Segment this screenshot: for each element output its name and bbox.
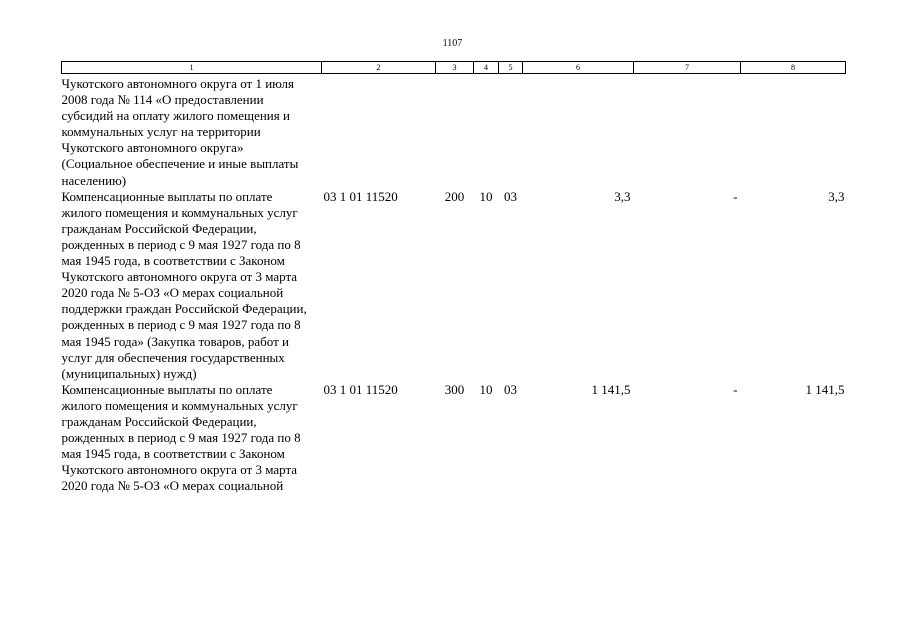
row-subsection: [499, 74, 523, 189]
row-description: Компенсационные выплаты по оплате жилого помещения и коммунальных услуг гражданам Российской Федерации, рожденных в период с 9 мая 1927 года по 8 мая 1945 года, в соответствии с Законом Чукотского автономного округа от 3 марта 2020 года № 5-ОЗ «О мерах социальной: [61, 381, 301, 494]
column-header-3: 3: [436, 62, 474, 74]
column-header-7: 7: [634, 62, 741, 74]
table-header-row: [62, 62, 846, 74]
column-header-6: 6: [523, 62, 634, 74]
table-row: [62, 382, 846, 495]
row-subsection: 03: [504, 188, 517, 204]
row-amount-col7: [634, 74, 741, 189]
page-number: 1107: [442, 38, 463, 49]
table-row: [62, 74, 846, 189]
row-amount-col6: 3,3: [614, 188, 631, 204]
row-amount-col6: 1 141,5: [591, 381, 631, 397]
table-row: [62, 189, 846, 382]
row-expense-type: [436, 74, 474, 189]
row-target-code: 03 1 01 11520: [323, 381, 398, 397]
row-amount-col8: 1 141,5: [805, 381, 845, 397]
row-description: Компенсационные выплаты по оплате жилого помещения и коммунальных услуг гражданам Российской Федерации, рожденных в период с 9 мая 1927 года по 8 мая 1945 года, в соответствии с Законом Чукотского автономного округа от 3 марта 2020 года № 5-ОЗ «О мерах социальной поддержки граждан Российской Федерации, рожденных в период с 9 мая 1927 года по 8 мая 1945 года» (Закупка товаров, работ и услуг для обеспечения государственных (муниципальных) нужд): [61, 188, 307, 381]
column-header-8: 8: [741, 62, 846, 74]
budget-table: [61, 61, 846, 494]
row-amount-col8: 3,3: [828, 188, 845, 204]
row-amount-col8: [741, 74, 846, 189]
row-description: Чукотского автономного округа от 1 июля 2008 года № 114 «О предоставлении субсидий на оплату жилого помещения и коммунальных услуг на территории Чукотского автономного округа» (Социальное обеспечение и иные выплаты населению): [61, 76, 299, 188]
column-header-5: 5: [499, 62, 523, 74]
row-amount-col6: [523, 74, 634, 189]
row-section: [474, 74, 499, 189]
row-amount-col7: -: [733, 381, 738, 397]
row-subsection: 03: [504, 381, 517, 397]
column-header-4: 4: [474, 62, 499, 74]
row-amount-col7: -: [733, 188, 738, 204]
row-section: 10: [479, 188, 493, 204]
row-expense-type: 200: [444, 188, 465, 204]
row-target-code: [322, 74, 436, 189]
row-target-code: 03 1 01 11520: [323, 188, 398, 204]
row-expense-type: 300: [444, 381, 465, 397]
column-header-2: 2: [322, 62, 436, 74]
column-header-1: 1: [62, 62, 322, 74]
row-section: 10: [479, 381, 493, 397]
